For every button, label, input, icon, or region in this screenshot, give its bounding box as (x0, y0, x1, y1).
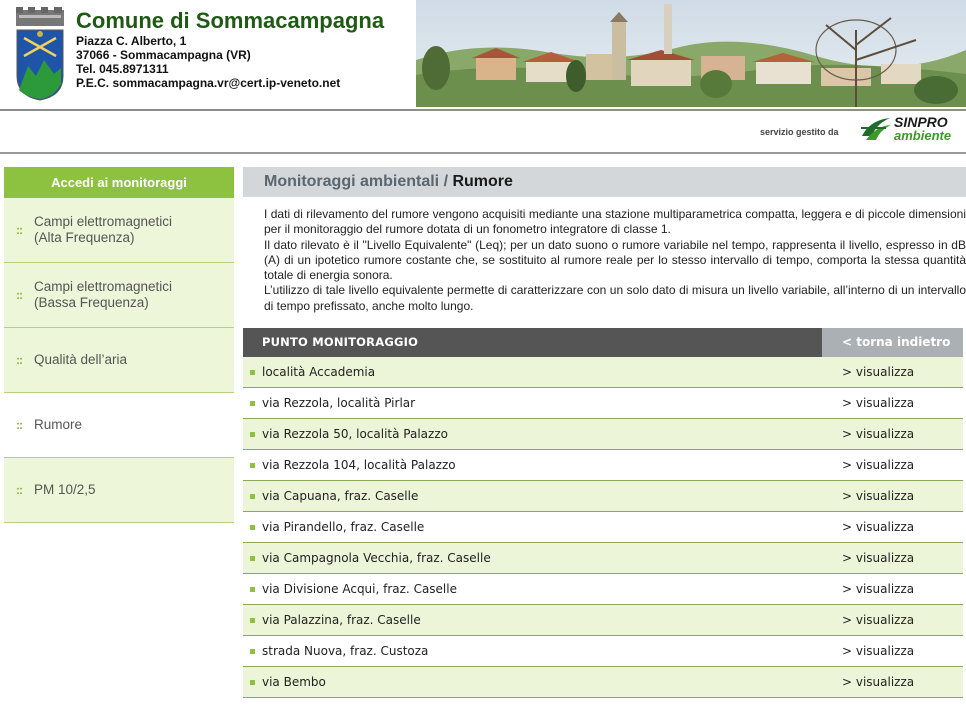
page-title-current: Rumore (452, 173, 513, 190)
sidebar-item-line1: Campi elettromagnetici (34, 279, 173, 294)
address-pec: P.E.C. sommacampagna.vr@cert.ip-veneto.net (76, 76, 341, 90)
sidebar-title: Accedi ai monitoraggi (4, 167, 234, 198)
address-phone: Tel. 045.8971311 (76, 62, 169, 76)
square-bullet-icon (243, 432, 262, 437)
square-bullet-icon (243, 649, 262, 654)
square-bullet-icon (243, 525, 262, 530)
visualizza-link[interactable]: > visualizza (842, 675, 915, 689)
row-location: via Campagnola Vecchia, fraz. Caselle (262, 551, 491, 565)
bullet-icon: :: (16, 223, 22, 237)
header-point: PUNTO MONITORAGGIO (262, 335, 419, 349)
table-row (243, 543, 963, 574)
row-location: via Bembo (262, 675, 326, 689)
back-button[interactable]: < torna indietro (822, 328, 963, 357)
row-location: via Rezzola 104, località Palazzo (262, 458, 456, 472)
sidebar-item[interactable] (4, 328, 234, 393)
sidebar-item-line2: (Bassa Frequenza) (34, 295, 149, 310)
town-photo (416, 0, 966, 107)
table-row (243, 388, 963, 419)
table-row (243, 636, 963, 667)
square-bullet-icon (243, 401, 262, 406)
sidebar-item-label (34, 279, 172, 311)
description (243, 197, 966, 314)
bullet-icon: :: (16, 483, 22, 497)
comune-name: Comune di Sommacampagna (76, 8, 385, 33)
header-bottom-divider (0, 152, 966, 154)
table-row (243, 574, 963, 605)
sidebar-item-label (34, 482, 96, 498)
row-location: via Rezzola, località Pirlar (262, 396, 416, 410)
square-bullet-icon (243, 556, 262, 561)
bullet-icon: :: (16, 353, 22, 367)
square-bullet-icon (243, 680, 262, 685)
description-paragraph: I dati di rilevamento del rumore vengono acquisiti mediante una stazione multiparametrica compatta, leggera e di piccole dimensioni per il monitoraggio del rumore dotata di un fonometro integratore di classe 1. (264, 207, 966, 237)
row-location: località Accademia (262, 365, 376, 379)
table-row (243, 605, 963, 636)
visualizza-link[interactable]: > visualizza (842, 396, 915, 410)
table-row (243, 450, 963, 481)
table-row (243, 357, 963, 388)
visualizza-link[interactable]: > visualizza (842, 551, 915, 565)
row-location: via Palazzina, fraz. Caselle (262, 613, 421, 627)
address-street: Piazza C. Alberto, 1 (76, 34, 187, 48)
sidebar-item-label (34, 352, 127, 368)
sinpro-sub: ambiente (894, 128, 952, 143)
header-divider (0, 109, 966, 111)
sidebar-item[interactable] (4, 458, 234, 523)
sinpro-mark-icon (860, 116, 892, 142)
row-location: via Capuana, fraz. Caselle (262, 489, 419, 503)
town-crest-icon (14, 4, 66, 102)
visualizza-link[interactable]: > visualizza (842, 365, 915, 379)
visualizza-link[interactable]: > visualizza (842, 613, 915, 627)
visualizza-link[interactable]: > visualizza (842, 427, 915, 441)
visualizza-link[interactable]: > visualizza (842, 458, 915, 472)
address-city: 37066 - Sommacampagna (VR) (76, 48, 251, 62)
visualizza-link[interactable]: > visualizza (842, 582, 915, 596)
sidebar-item-label (34, 417, 82, 433)
sidebar-item[interactable] (4, 393, 234, 458)
table-row (243, 481, 963, 512)
sidebar-item-line1: Qualità dell’aria (34, 352, 128, 367)
sinpro-name: SINPRO (894, 114, 948, 130)
description-paragraph: L’utilizzo di tale livello equivalente permette di caratterizzare con un solo dato di misura un livello variabile, all’interno di un intervallo di tempo prefissato, anche molto lungo. (264, 283, 966, 313)
square-bullet-icon (243, 587, 262, 592)
sidebar-item-line2: (Alta Frequenza) (34, 230, 135, 245)
row-location: via Divisione Acqui, fraz. Caselle (262, 582, 457, 596)
row-location: strada Nuova, fraz. Custoza (262, 644, 429, 658)
sidebar-item-label (34, 214, 172, 246)
page-title (243, 167, 966, 197)
header (0, 0, 966, 143)
sinpro-logo[interactable] (860, 114, 966, 146)
sidebar-item-line1: Rumore (34, 417, 83, 432)
page-title-section: Monitoraggi ambientali / (264, 173, 449, 190)
row-location: via Pirandello, fraz. Caselle (262, 520, 425, 534)
sidebar-item-line1: Campi elettromagnetici (34, 214, 173, 229)
sidebar (4, 167, 234, 523)
main-content (243, 167, 966, 689)
square-bullet-icon (243, 370, 262, 375)
sidebar-item[interactable] (4, 198, 234, 263)
visualizza-link[interactable]: > visualizza (842, 489, 915, 503)
description-paragraph: Il dato rilevato è il "Livello Equivalente" (Leq); per un dato suono o rumore variabile nel tempo, rappresenta il livello, espresso in dB (A) di un ipotetico rumore costante che, se sostituito al rumore reale per lo stesso intervallo di tempo, comporta la stessa quantità totale di energia sonora. (264, 237, 966, 283)
table-row (243, 512, 963, 543)
monitoring-table (243, 328, 963, 698)
visualizza-link[interactable]: > visualizza (842, 520, 915, 534)
table-row (243, 667, 963, 698)
table-header (243, 328, 963, 357)
square-bullet-icon (243, 463, 262, 468)
square-bullet-icon (243, 494, 262, 499)
bullet-icon: :: (16, 288, 22, 302)
service-label: servizio gestito da (760, 127, 839, 137)
visualizza-link[interactable]: > visualizza (842, 644, 915, 658)
row-location: via Rezzola 50, località Palazzo (262, 427, 448, 441)
sidebar-item[interactable] (4, 263, 234, 328)
sidebar-item-line1: PM 10/2,5 (34, 482, 96, 497)
table-row (243, 419, 963, 450)
square-bullet-icon (243, 618, 262, 623)
bullet-icon: :: (16, 418, 22, 432)
